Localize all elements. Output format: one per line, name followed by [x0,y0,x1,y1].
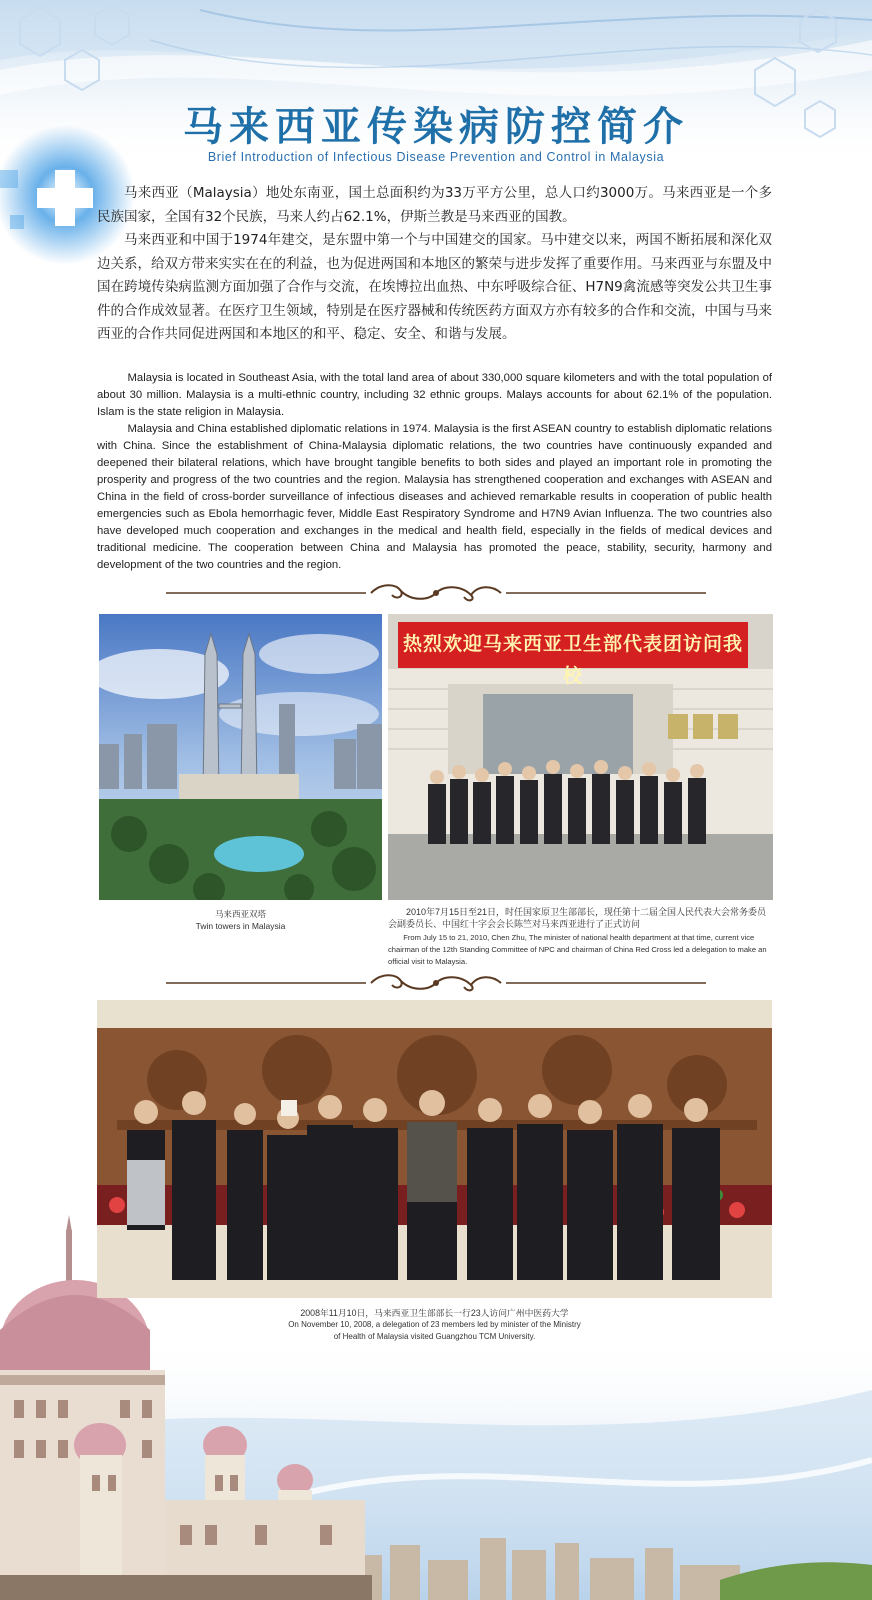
caption-en: From July 15 to 21, 2010, Chen Zhu, The minister of national health department at that time, current vice chairman of the 12th Standing Committee of NPC and chairman of China Red Cross led a delegation to make an official visit to Malaysia. [388,933,767,966]
caption-en: of Health of Malaysia visited Guangzhou TCM University. [333,1332,536,1341]
welcome-banner-text: 热烈欢迎马来西亚卫生部代表团访问我校 [402,633,743,687]
intro-en-paragraph: Malaysia and China established diplomatic relations in 1974. Malaysia is the first ASEAN country to establish diplomatic relations with China. Since the establishment of China-Malaysia diplomatic relations, the two countries have continuously expanded and deepened their bilateral relations, which have brought tangible benefits to both sides and played an important role in promoting the prosperity and progress of the two countries and the region. Malaysia has strengthened cooperation and exchanges with ASEAN and China in the field of cross-border surveillance of infectious diseases and achieved remarkable results in cooperation of public health emergencies such as Ebola hemorrhagic fever, Middle East Respiratory Syndrome and H7N9 Avian Influenza. The two countries also have developed much cooperation and exchanges in the medical and health field, especially in the fields of medical devices and traditional medicine. The cooperation between China and Malaysia has promoted the peace, stability, security, harmony and development of the two countries and the region. [97,423,772,571]
page-title: 马来西亚传染病防控简介 [183,103,689,150]
caption-cn: 2008年11月10日，马来西亚卫生部部长一行23人访问广州中医药大学 [300,1308,569,1318]
intro-chinese [97,182,772,347]
ornamental-divider [166,973,706,993]
page-subtitle: Brief Introduction of Infectious Disease Prevention and Control in Malaysia [207,150,665,164]
photo-delegation-2008 [97,1000,772,1298]
intro-cn-paragraph: 马来西亚和中国于1974年建交，是东盟中第一个与中国建交的国家。马中建交以来，两国不断拓展和深化双边关系，给双方带来实实在在的利益，也为促进两国和本地区的繁荣与进步发挥了重要作用。马来西亚与东盟及中国在跨境传染病监测方面加强了合作与交流，在埃博拉出血热、中东呼吸综合征、H7N9禽流感等突发公共卫生事件的合作成效显著。在医疗卫生领域，特别是在医疗器械和传统医药方面双方亦有较多的合作和交流，中国与马来西亚的合作共同促进两国和本地区的和平、稳定、安全、和谐与发展。 [97,232,772,342]
intro-en-paragraph: Malaysia is located in Southeast Asia, with the total land area of about 330,000 square kilometers and with the total population of about 30 million. Malaysia is a multi-ethnic country, including 32 ethnic groups. Malays accounts for about 62.1% of the population. Islam is the state religion in Malaysia. [97,372,772,418]
photo-delegation-2010 [388,614,773,900]
intro-english [97,370,772,574]
caption-en: Twin towers in Malaysia [195,921,286,931]
photo-twin-towers [99,614,382,900]
caption-delegation-2010 [388,906,774,968]
intro-cn-paragraph: 马来西亚（Malaysia）地处东南亚，国土总面积约为33万平方公里，总人口约3000万。马来西亚是一个多民族国家，全国有32个民族，马来人约占62.1%，伊斯兰教是马来西亚的国教。 [97,185,772,225]
caption-en: On November 10, 2008, a delegation of 23 members led by minister of the Ministry [288,1320,581,1329]
caption-delegation-2008 [97,1307,772,1343]
ornamental-divider [166,583,706,603]
caption-cn: 2010年7月15日至21日，时任国家原卫生部部长，现任第十二届全国人民代表大会常务委员会副委员长、中国红十字会会长陈竺对马来西亚进行了正式访问 [388,907,767,929]
caption-cn: 马来西亚双塔 [214,909,266,919]
caption-twin-towers [99,908,382,932]
